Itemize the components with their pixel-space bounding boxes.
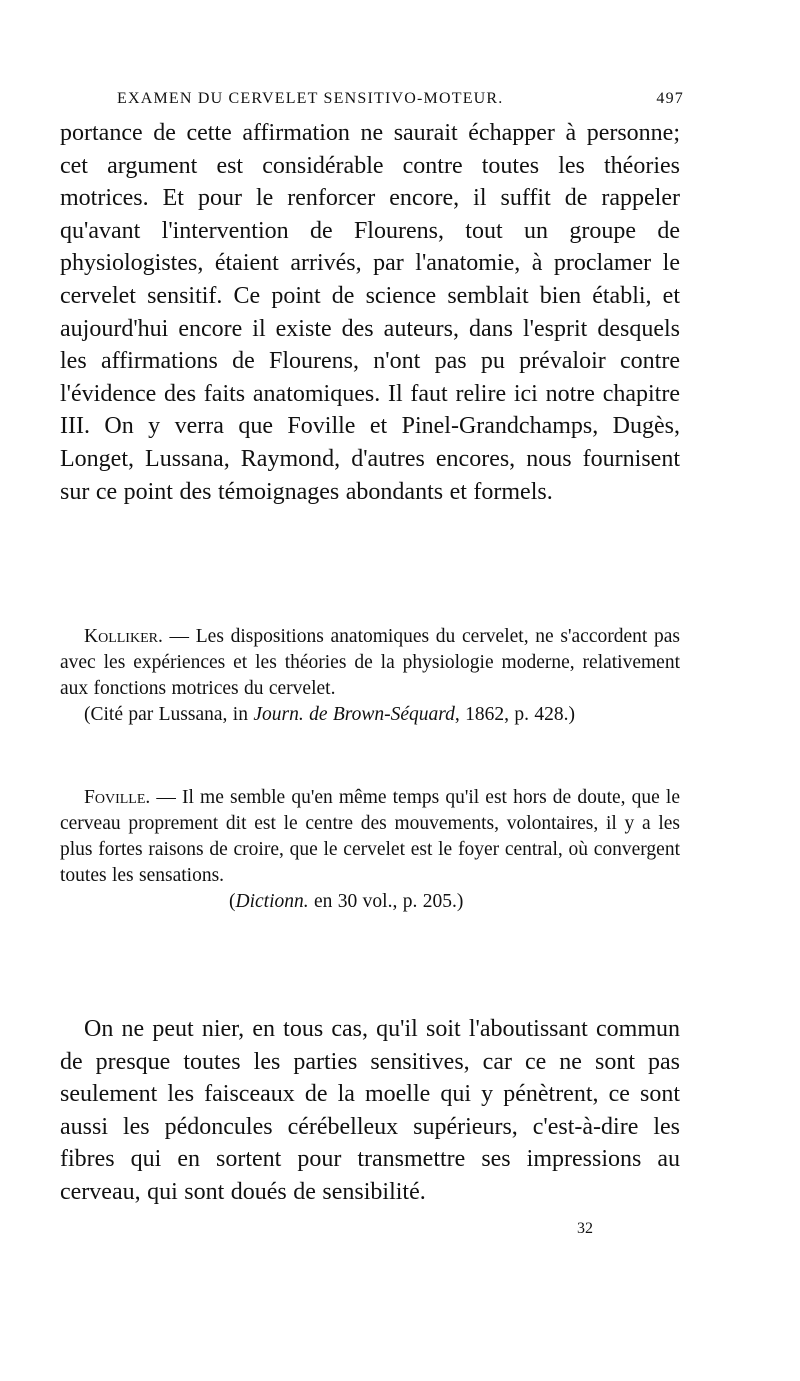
quote-author: Foville. (84, 787, 151, 808)
quote-citation (60, 889, 680, 915)
running-title: EXAMEN DU CERVELET SENSITIVO-MOTEUR. (117, 90, 504, 107)
quote-text: — Les dispositions anatomiques du cervelet, ne s'accordent pas avec les expériences et les théories de la physiologie moderne, relativement aux fonctions motrices du cervelet. (60, 626, 680, 699)
quote-foville (60, 785, 680, 915)
page-number: 497 (656, 90, 684, 107)
quote-text: — Il me semble qu'en même temps qu'il est hors de doute, que le cerveau proprement dit est le centre des mouvements, volontaires, il y a les plus fortes raisons de croire, que le cervelet est le foyer central, où convergent toutes les sensations. (60, 787, 680, 886)
paragraph-body: On ne peut nier, en tous cas, qu'il soit l'aboutissant commun de presque toutes les parties sensitives, car ce ne sont pas seulement les faisceaux de la moelle qui y pénètrent, ce sont aussi les pédoncules cérébelleux supérieurs, c'est-à-dire les fibres qui en sortent pour transmettre ses impressions au cerveau, qui sont doués de sensibilité. (60, 1016, 680, 1205)
running-header (117, 90, 684, 120)
citation-journal: Journ. de Brown-Séquard (253, 704, 455, 725)
signature-mark: 32 (577, 1220, 593, 1237)
citation-prefix: (Cité par Lussana, in (84, 704, 254, 725)
citation-rest: en 30 vol., p. 205.) (308, 891, 464, 912)
paragraph-continuation: portance de cette affirmation ne saurait échapper à personne; cet argument est considérable contre toutes les théories motrices. Et pour le renforcer encore, il suffit de rappeler qu'avant l'intervention de Flourens, tout un groupe de physiologistes, étaient arrivés, par l'anatomie, à proclamer le cervelet sensitif. Ce point de science semblait bien établi, et aujourd'hui encore il existe des auteurs, dans l'esprit desquels les affirmations de Flourens, n'ont pas pu prévaloir contre l'évidence des faits anatomiques. Il faut relire ici notre chapitre III. On y verra que Foville et Pinel-Grandchamps, Dugès, Longet, Lussana, Raymond, d'autres encores, nous fournisent sur ce point des témoignages abondants et formels. (60, 120, 680, 505)
citation-work: Dictionn. (235, 891, 309, 912)
citation-open: ( (229, 891, 236, 912)
quote-kolliker (60, 624, 680, 728)
quote-author: Kolliker. (84, 626, 163, 647)
citation-suffix: , 1862, p. 428.) (454, 704, 576, 725)
quote-citation (60, 702, 680, 728)
